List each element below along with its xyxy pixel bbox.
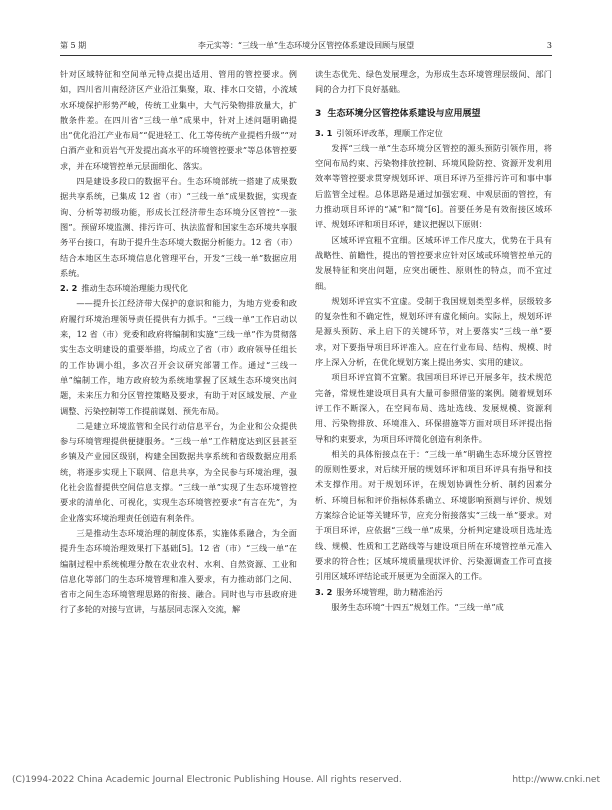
issue-number: 第 5 期 [60, 41, 87, 50]
paragraph: ——提升长江经济带大保护的意识和能力，为地方党委和政府履行环境治理领导责任提供有力抓手。“三线一单”工作启动以来，12 省（市）党委和政府将编制和实施“三线一单”作为贯彻落实生态文明建设的重要举措，均成立了省（市）政府领导任组长的工作协调小组，多次召开会议研究部署工作。通过“三线一单”编制工作，地方政府较为系统地掌握了区域生态环境突出问题，未来压力和分区管控策略及要求，有助于对区域发展、产业调整、污染控制等工作提前谋划、预先布局。 [60, 298, 297, 416]
paragraph: 区域环评宜粗不宜细。区域环评工作尺度大，优势在于具有战略性、前瞻性，提出的管控要求应针对区域或环境管控单元的发展特征和突出问题，应突出硬性、原则性的特点，而不宜过细。 [315, 234, 552, 291]
paragraph: 发挥“三线一单”生态环境分区管控的源头预防引领作用，将空间布局约束、污染物排放控制、环境风险防控、资源开发利用效率等管控要求贯穿规划环评、项目环评乃至排污许可和事中事后监管全过程。总体思路是通过加强宏观、中观层面的管控，有力推动项目环评的“减”和“简”[6]。首要任务是有效衔接区域环评、规划环评和项目环评，建议把握以下原则： [315, 142, 552, 230]
right-column [315, 67, 552, 615]
section-number: 3 [315, 108, 322, 119]
subsection-title: 服务环境管理，助力精准治污 [336, 586, 443, 597]
paragraph: 服务生态环境“十四五”规划工作。“三线一单”成 [331, 601, 504, 612]
subsection-heading [315, 126, 552, 141]
subsection-title: 引领环评改革，理顺工作定位 [336, 127, 443, 138]
paragraph: 三是推动生态环境治理的制度体系，实施体系融合，为全面提升生态环境治理效果打下基础[5]。12 省（市）“三线一单”在编制过程中系统梳理分散在农业农村、水利、自然资源、工业和信息化等部门的生态环境管理和准入要求，有力推动部门之间、省市之间生态环境管理思路的衔接、融合。同时也与市县政府进行了多轮的对接与宣讲，与基层同志深入交流，解 [60, 527, 297, 615]
copyright-notice: (C)1994-2022 China Academic Journal Electronic Publishing House. All rights reserved. [12, 775, 402, 785]
running-header [60, 40, 552, 52]
subsection-number: 3. 1 [315, 127, 333, 138]
subsection-number: 2. 2 [60, 283, 78, 294]
paragraph: 二是建立环境监管和全民行动信息平台，为企业和公众提供参与环境管理提供便捷服务。“三线一单”工作精度达到区县甚至乡镇及产业园区级别，构建全国数据共享系统和省级数据应用系统，将逐步实现上下联网、信息共享，为全民参与环境治理，强化社会监督提供空间信息支撑。“三线一单”实现了生态环境管控要求的清单化、可视化，实现生态环境管控要求“有言在先”，为企业落实环境治理责任创造有利条件。 [60, 420, 297, 523]
paragraph: 规划环评宜实不宜虚。受制于我国规划类型多样，层级较多的复杂性和不确定性，规划环评有虚化倾向。实际上，规划环评是源头预防、承上启下的关键环节，对上要落实“三线一单”要求，对下要指导项目环评准入。应在行业布局、结构、规模、时序上深入分析，在优化规划方案上提出务实、实用的建议。 [315, 295, 552, 368]
running-title: 李元实等：“三线一单”生态环境分区管控体系建设回顾与展望 [197, 41, 415, 50]
subsection-title: 推动生态环境治理能力现代化 [81, 283, 188, 294]
paragraph: 相关的具体衔接点在于：“三线一单”明确生态环境分区管控的原则性要求，对后续开展的规划环评和项目环评具有指导和技术支撑作用。对于规划环评，在规划协调性分析、制约因素分析、环境目标和评价指标体系确立、环境影响预测与评价、规划方案综合论证等关键环节，应充分衔接落实“三线一单”要求。对于项目环评，应依据“三线一单”成果，分析判定建设项目选址选线、规模、性质和工艺路线等与建设项目所在环境管控单元准入要求的符合性；区域环境质量现状评价、污染源调查工作可直接引用区域环评结论或开展更为全面深入的工作。 [315, 448, 552, 582]
section-heading [315, 106, 552, 122]
paragraph: 读生态优先、绿色发展理念，为形成生态环境管理层级间、部门间的合力打下良好基础。 [315, 69, 552, 95]
page-number: 3 [546, 41, 552, 50]
left-column [60, 67, 297, 618]
section-title: 生态环境分区管控体系建设与应用展望 [327, 108, 481, 119]
subsection-heading [315, 585, 552, 600]
paragraph: 项目环评宜简不宜繁。我国项目环评已开展多年，技术规范完备，常规性建设项目具有大量可参照借鉴的案例。随着规划环评工作不断深入，在空间布局、选址选线、发展规模、资源利用、污染物排放、环境准入、环保措施等方面对项目环评提出指导和约束要求，为项目环评简化创造有利条件。 [315, 372, 552, 444]
cnki-url: http://www.cnki.net [512, 775, 600, 785]
paragraph: 四是建设多段口的数据平台。生态环境部统一搭建了成果数据共享系统，已集成 12 省（市）“三线一单”成果数据，实现查询、分析等初级功能，形成长江经济带生态环境分区管控“一张图”。预留环境监测、排污许可、执法监督和国家生态环境共享服务平台接口，有助于提升生态环境大数据分析能力。12 省（市）结合本地区生态环境信息化管理平台，开发“三线一单”数据应用系统。 [60, 176, 297, 278]
subsection-number: 3. 2 [315, 586, 333, 597]
header-rule [60, 55, 552, 56]
copyright-footer [0, 775, 612, 789]
subsection-heading [60, 281, 297, 296]
paragraph: 针对区域特征和空间单元特点提出适用、管用的管控要求。例如，四川省川南经济区产业沿江集聚，取、排水口交错，小流域水环境保护形势严峻，传统工业集中，大气污染物排放量大，扩散条件差。在四川省“三线一单”成果中，针对上述问题明确提出“优化沿江产业布局”“促进轻工、化工等传统产业提档升级”“对白酒产业和贡岩气开发提出高水平的环境管控要求”等总体管控要求，并在环境管控单元层面细化、落实。 [60, 69, 297, 171]
